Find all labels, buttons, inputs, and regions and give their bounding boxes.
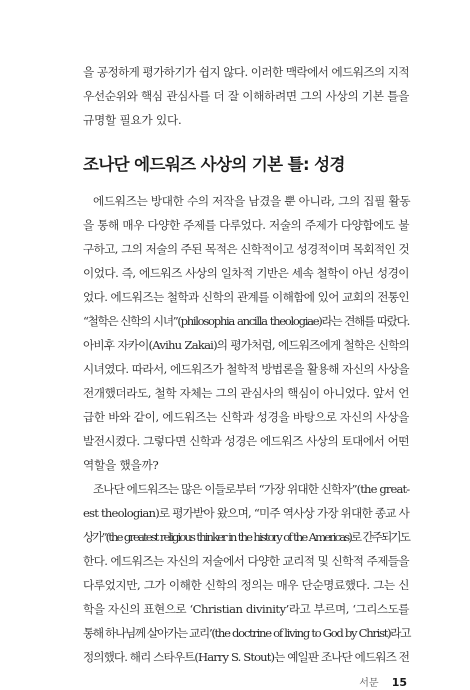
para1-line-10: 급한 바와 같이, 에드워즈는 신학과 성경을 바탕으로 자신의 사상을 bbox=[83, 410, 409, 424]
intro-line-3: 규명할 필요가 있다. bbox=[83, 113, 182, 127]
para1-line-3: 구하고, 그의 저술의 주된 목적은 신학적이고 성경적이며 목회적인 것 bbox=[83, 242, 409, 256]
para2-line-1: 조나단 에드워즈는 많은 이들로부터 “가장 위대한 신학자”(the great- bbox=[93, 482, 410, 496]
para1-line-11: 발전시켰다. 그렇다면 신학과 성경은 에드워즈 사상의 토대에서 어떤 bbox=[83, 434, 409, 448]
page-number: 15 bbox=[391, 676, 407, 689]
intro-line-2: 우선순위와 핵심 관심사를 더 잘 이해하려면 그의 사상의 기본 틀을 bbox=[83, 89, 409, 103]
para2-line-5: 다루었지만, 그가 이해한 신학의 정의는 매우 단순명료했다. 그는 신 bbox=[83, 578, 409, 592]
para1-line-5: 었다. 에드워즈는 철학과 신학의 관계를 이해함에 있어 교회의 전통인 bbox=[83, 290, 409, 304]
para2-line-2: est theologian)로 평가받아 왔으며, “미주 역사상 가장 위대한 종교 사 bbox=[83, 506, 409, 520]
section-title: 서문 bbox=[359, 678, 379, 689]
para2-line-6: 학을 자신의 표현으로 ‘Christian divinity’라고 부르며, ‘그리스도를 bbox=[83, 602, 409, 616]
para1-line-1: 에드워즈는 방대한 수의 저작을 남겼을 뿐 아니라, 그의 집필 활동 bbox=[93, 194, 411, 208]
para1-line-8: 시녀였다. 따라서, 에드워즈가 철학적 방법론을 활용해 자신의 사상을 bbox=[83, 362, 409, 376]
para2-line-3: 상가”(the greatest religious thinker in the history of the Americas)로 간주되기도 bbox=[83, 530, 409, 544]
para2-line-8: 정의했다. 해리 스타우트(Harry S. Stout)는 예일판 조나단 에드워즈 전 bbox=[83, 650, 409, 664]
page-footer bbox=[359, 671, 407, 690]
intro-line-1: 을 공정하게 평가하기가 쉽지 않다. 이러한 맥락에서 에드워즈의 지적 bbox=[83, 65, 409, 79]
section-heading: 조나단 에드워즈 사상의 기본 틀: 성경 bbox=[83, 155, 345, 174]
para1-line-12: 역할을 했을까? bbox=[83, 458, 159, 472]
para1-line-2: 을 통해 매우 다양한 주제를 다루었다. 저술의 주제가 다양함에도 불 bbox=[83, 218, 409, 232]
para2-line-7: 통해 하나님께 살아가는 교리’(the doctrine of living to God by Christ)라고 bbox=[83, 626, 411, 640]
para1-line-9: 전개했더라도, 철학 자체는 그의 관심사의 핵심이 아니었다. 앞서 언 bbox=[83, 386, 409, 400]
para1-line-7: 아비후 자카이(Avihu Zakai)의 평가처럼, 에드워즈에게 철학은 신학의 bbox=[83, 338, 409, 352]
para2-line-4: 한다. 에드워즈는 자신의 저술에서 다양한 교리적 및 신학적 주제들을 bbox=[83, 554, 409, 568]
para1-line-4: 이었다. 즉, 에드워즈 사상의 일차적 기반은 세속 철학이 아닌 성경이 bbox=[83, 266, 409, 280]
para1-line-6: “철학은 신학의 시녀”(philosophia ancilla theologiae)라는 견해를 따랐다. bbox=[83, 314, 409, 328]
